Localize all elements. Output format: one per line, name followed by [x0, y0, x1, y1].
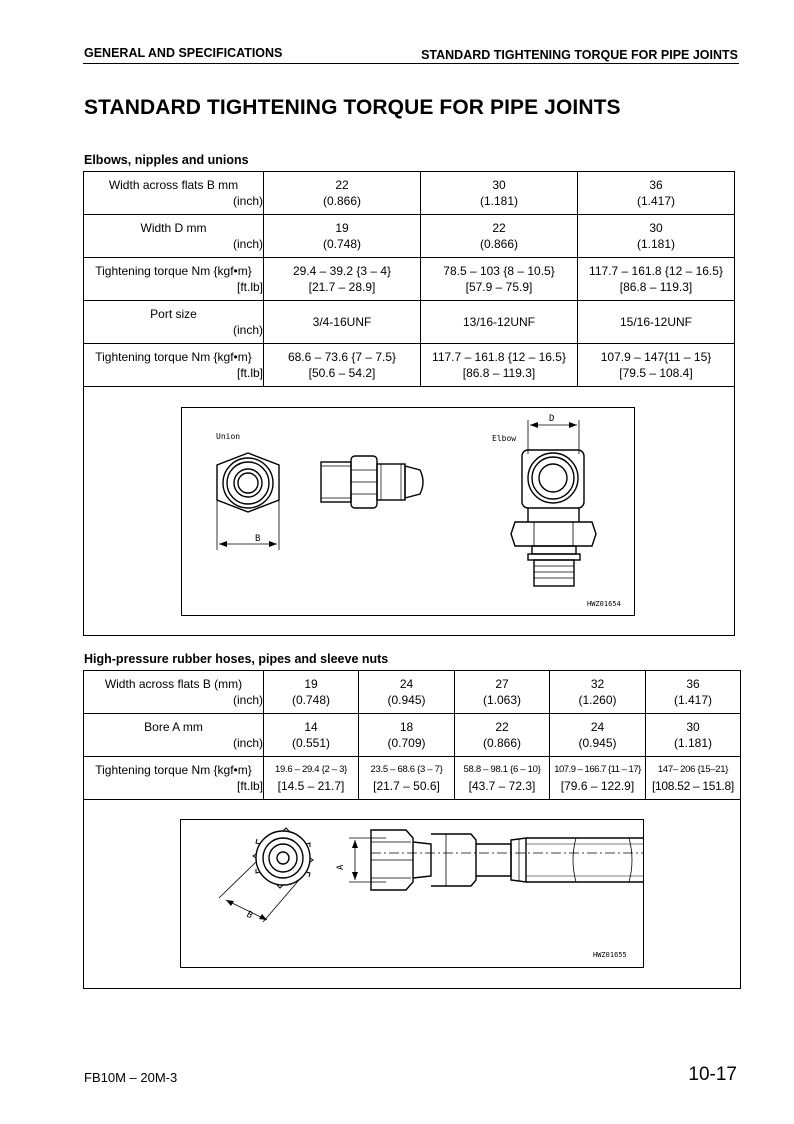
- table-cell: 68.6 – 73.6 {7 – 7.5} [50.6 – 54.2]: [264, 344, 421, 387]
- table-cell: 24 (0.945): [550, 714, 646, 757]
- table-cell: 30 (1.181): [421, 172, 578, 215]
- table-cell: 23.5 – 68.6 {3 – 7} [21.7 – 50.6]: [359, 757, 455, 800]
- dim-d-elbow: [528, 414, 579, 454]
- row-label: Width across flats B mm (inch): [84, 172, 264, 215]
- union-side-view: [321, 456, 423, 508]
- sleeve-nut-front: [253, 828, 313, 888]
- hoses-torque-table: [83, 670, 741, 800]
- union-label: Union: [216, 432, 241, 441]
- footer-page-number: 10-17: [688, 1064, 737, 1085]
- table-cell: 19.6 – 29.4 {2 – 3} [14.5 – 21.7]: [264, 757, 359, 800]
- table-cell: 147– 206 {15–21} [108.52 – 151.8]: [646, 757, 741, 800]
- table-cell: 3/4-16UNF: [264, 301, 421, 344]
- header-section-title: GENERAL AND SPECIFICATIONS: [84, 46, 283, 60]
- table-row: [84, 714, 741, 757]
- sleeve-nut-side: [371, 830, 431, 890]
- table-cell: 30 (1.181): [578, 215, 735, 258]
- table-cell: 19 (0.748): [264, 671, 359, 714]
- table-cell: 32 (1.260): [550, 671, 646, 714]
- table-cell: 24 (0.945): [359, 671, 455, 714]
- table-cell: 22 (0.866): [264, 172, 421, 215]
- union-elbow-diagram: [181, 407, 635, 616]
- table-row: [84, 172, 735, 215]
- table-row: [84, 344, 735, 387]
- table-cell: 107.9 – 147{11 – 15} [79.5 – 108.4]: [578, 344, 735, 387]
- section2-title: High-pressure rubber hoses, pipes and sleeve nuts: [84, 652, 389, 666]
- table-cell: 19 (0.748): [264, 215, 421, 258]
- figure-code: HWZ01655: [593, 951, 627, 959]
- table-cell: 78.5 – 103 {8 – 10.5} [57.9 – 75.9]: [421, 258, 578, 301]
- elbow-body: [511, 450, 596, 586]
- row-label: Width across flats B (mm) (inch): [84, 671, 264, 714]
- table-cell: 22 (0.866): [455, 714, 550, 757]
- table-cell: 36 (1.417): [578, 172, 735, 215]
- table-row: [84, 757, 741, 800]
- section1-title: Elbows, nipples and unions: [84, 153, 249, 167]
- elbow-label: Elbow: [492, 434, 517, 443]
- row-label: Tightening torque Nm {kgf•m} [ft.lb]: [84, 258, 264, 301]
- table-cell: 18 (0.709): [359, 714, 455, 757]
- table-cell: 117.7 – 161.8 {12 – 16.5} [86.8 – 119.3]: [578, 258, 735, 301]
- table-cell: 30 (1.181): [646, 714, 741, 757]
- table-cell: 58.8 – 98.1 {6 – 10} [43.7 – 72.3]: [455, 757, 550, 800]
- table-row: [84, 258, 735, 301]
- table-row: [84, 301, 735, 344]
- table-row: [84, 215, 735, 258]
- header-rule: [83, 63, 739, 64]
- table-cell: 29.4 – 39.2 {3 – 4} [21.7 – 28.9]: [264, 258, 421, 301]
- rubber-hose: [526, 838, 643, 882]
- table-cell: 107.9 – 166.7 {11 – 17} [79.6 – 122.9]: [550, 757, 646, 800]
- table-row: [84, 671, 741, 714]
- hose-fitting: [431, 834, 526, 886]
- elbows-torque-table: [83, 171, 735, 387]
- page-title: STANDARD TIGHTENING TORQUE FOR PIPE JOINTS: [84, 96, 621, 119]
- svg-text:B: B: [255, 534, 261, 544]
- svg-text:B: B: [244, 909, 255, 922]
- table-cell: 117.7 – 161.8 {12 – 16.5} [86.8 – 119.3]: [421, 344, 578, 387]
- svg-text:D: D: [549, 414, 555, 424]
- table-cell: 13/16-12UNF: [421, 301, 578, 344]
- table-cell: 14 (0.551): [264, 714, 359, 757]
- footer-model: FB10M – 20M-3: [84, 1070, 178, 1085]
- hose-sleeve-nut-diagram: [180, 819, 644, 968]
- figure-code: HWZ01654: [587, 600, 621, 608]
- row-label: Tightening torque Nm {kgf•m} [ft.lb]: [84, 757, 264, 800]
- table-cell: 27 (1.063): [455, 671, 550, 714]
- row-label: Port size (inch): [84, 301, 264, 344]
- table-cell: 22 (0.866): [421, 215, 578, 258]
- row-label: Tightening torque Nm {kgf•m} [ft.lb]: [84, 344, 264, 387]
- table-cell: 36 (1.417): [646, 671, 741, 714]
- row-label: Width D mm (inch): [84, 215, 264, 258]
- header-page-topic: STANDARD TIGHTENING TORQUE FOR PIPE JOINTS: [421, 48, 738, 62]
- svg-text:A: A: [336, 864, 346, 870]
- table-cell: 15/16-12UNF: [578, 301, 735, 344]
- row-label: Bore A mm (inch): [84, 714, 264, 757]
